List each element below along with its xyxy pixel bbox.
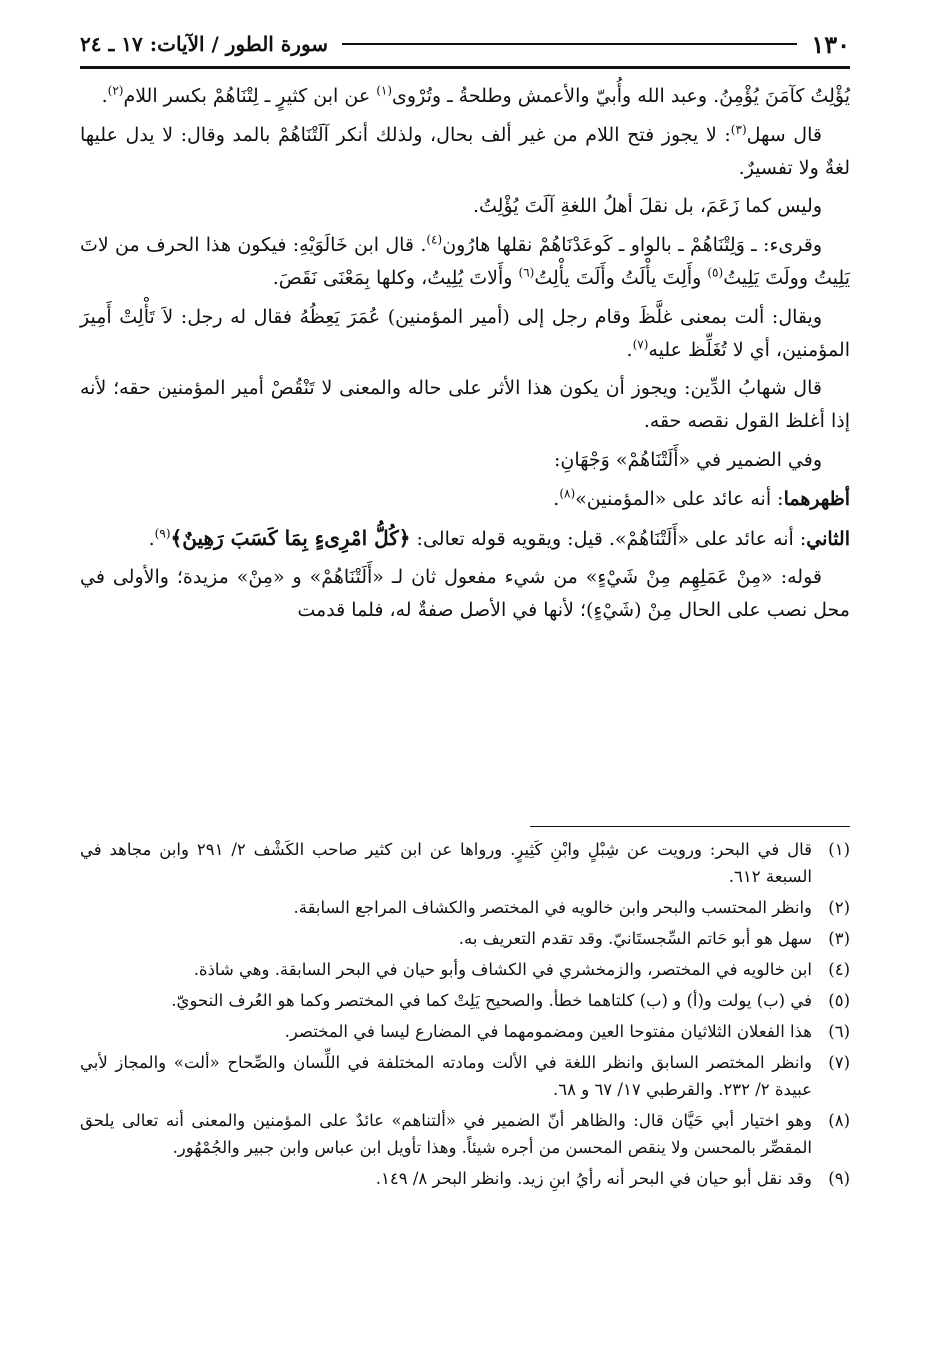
footnote-ref: (٧) (632, 337, 649, 352)
term-label: أظهرهما (783, 487, 850, 510)
footnote-ref: (١) (376, 83, 393, 98)
text-span: : لا يجوز فتح اللام من غير ألف بحال، ولذلك أنكر آلَتْنَاهُمْ بالمد وقال: لا يدل عليها لغةٌ ولا تفسيرٌ. (80, 123, 850, 179)
footnote-item (80, 925, 850, 952)
footnote-item (80, 894, 850, 921)
footnote-number: (٥) (828, 991, 850, 1010)
text-span: : أنه عائد على «المؤمنين» (575, 487, 784, 510)
footnote-text: وانظر المحتسب والبحر وابن خالويه في المختصر والكشاف المراجع السابقة. (293, 898, 812, 917)
text-span: . قال ابن خَالَوَيْهِ: فيكون هذا الحرف من لاتَ يَلِيتُ وولَتَ يَلِيتُ (80, 234, 850, 289)
paragraph-8 (80, 483, 850, 516)
footnote-number: (٨) (828, 1111, 850, 1130)
footnote-number: (٢) (828, 898, 850, 917)
header-separator-line (342, 43, 797, 45)
text-span: . (626, 338, 633, 361)
text-span: يُؤْلِتُ كآمَنَ يُؤْمِنُ. وعبد الله وأُبيّ والأعمش وطلحةُ ـ وتُرْوى (392, 85, 850, 107)
footnote-ref: (٩) (154, 526, 171, 541)
footnote-separator (530, 826, 850, 827)
footnote-text: ابن خالويه في المختصر، والزمخشري في الكشاف وأبو حيان في البحر السابقة. وهي شاذة. (193, 960, 812, 979)
footnote-item (80, 956, 850, 983)
footnote-ref: (٤) (426, 232, 443, 247)
footnote-text: قال في البحر: ورويت عن شِبْلٍ وابْنِ كَثِيرٍ. ورواها عن ابن كثير صاحب الكَشْف ٢/ ٢٩١ وابن مجاهد في السبعة ٦١٢. (80, 840, 812, 886)
paragraph-3: وليس كما زَعَمَ، بل نقلَ أهلُ اللغةِ آلَتَ يُؤْلِتُ. (472, 195, 822, 218)
text-span: . (553, 487, 560, 510)
text-span: وأَلِتَ يأْلَتُ وأَلَتَ يأْلِتُ (534, 266, 708, 289)
footnote-item (80, 1165, 850, 1192)
footnote-ref: (٣) (730, 122, 747, 137)
term-label: الثاني (806, 527, 850, 550)
footnote-number: (٣) (828, 929, 850, 948)
paragraph-2 (80, 119, 850, 185)
paragraph-5 (80, 301, 850, 367)
footnote-text: هذا الفعلان الثلاثيان مفتوحا العين ومضمومهما في المضارع ليسا في المختصر. (284, 1022, 812, 1041)
text-span: قال سهل (746, 123, 822, 146)
footnote-number: (٦) (828, 1022, 850, 1041)
paragraph-10: قوله: «مِنْ عَمَلِهِم مِنْ شَيْءٍ» من شيء مفعول ثان لـ «أَلَتْنَاهُمْ» و «مِنْ» مزيدة؛ والأولى في محل نصب على الحال مِنْ (شَيْءٍ)؛ لأنها في الأصل صفةٌ له، فلما قدمت (80, 566, 850, 622)
footnote-item (80, 1107, 850, 1161)
main-text (80, 80, 850, 633)
text-span: : أنه عائد على «أَلَتْنَاهُمْ». قيل: ويقويه قوله تعالى: (410, 527, 807, 550)
footnotes (80, 836, 850, 1196)
footnote-text: في (ب) يولت و(أ) و (ب) كلتاهما خطأ. والصحيح يَلِتْ كما في المختصر وكما هو العُرف النحويّ. (171, 991, 812, 1010)
footnote-text: وقد نقل أبو حيان في البحر أنه رأيُ ابنِ زيد. وانظر البحر ٨/ ١٤٩. (375, 1169, 812, 1188)
footnote-ref: (٥) (707, 265, 724, 280)
footnote-number: (١) (828, 840, 850, 859)
page-number: ١٣٠ (811, 29, 850, 59)
quran-verse: ﴿كُلُّ امْرِىءٍ بِمَا كَسَبَ رَهِينٌ﴾ (170, 525, 411, 550)
footnote-text: وهو اختيار أبي حَيَّان قال: والظاهر أنّ الضمير في «ألتناهم» عائدٌ على المؤمنين والمعنى أنه تعالى يلحق المقصِّر بالمحسن ولا ينقص المحسن من أجره شيئاً. وهذا تأويل ابن عباس وابن جبير والجُمْهُور. (80, 1111, 812, 1157)
text-span: . (148, 527, 155, 550)
paragraph-4 (80, 229, 850, 295)
paragraph-7: وفي الضمير في «أَلَتْنَاهُمْ» وَجْهَانِ: (554, 448, 822, 471)
text-span: وقرىء: ـ وَلِتْنَاهُمْ ـ بالواو ـ كَوعَدْنَاهُمْ نقلها هارُون (442, 234, 822, 257)
paragraph-9 (80, 522, 850, 556)
text-span: ويقال: ألت بمعنى غلَّظَ وقام رجل إلى (أمير المؤمنين) عُمَرَ يَعِظُهُ فقال له رجل: لاَ تَأْلِتْ أَمِيرَ المؤمنين، أي لا تُغَلِّظ عليه (80, 305, 850, 361)
footnote-text: وانظر المختصر السابق وانظر اللغة في الألت ومادته المختلفة في اللِّسان والصِّحاح «ألت» والمجاز لأبي عبيدة ٢/ ٢٣٢. والقرطبي ١٧/ ٦٧ و ٦٨. (80, 1053, 812, 1099)
text-span: وأَلاتَ يُلِيتُ، وكلها بِمَعْنَى نَقَصَ. (272, 266, 519, 289)
footnote-number: (٩) (828, 1169, 850, 1188)
footnote-text: سهل هو أبو حَاتم السِّجستَانيّ. وقد تقدم التعريف به. (458, 929, 812, 948)
header-rule (80, 66, 850, 69)
footnote-number: (٧) (828, 1053, 850, 1072)
footnote-item (80, 987, 850, 1014)
footnote-ref: (٨) (559, 486, 576, 501)
footnote-item (80, 836, 850, 890)
text-span: . (101, 85, 108, 107)
paragraph-1 (80, 80, 850, 113)
footnote-ref: (٢) (107, 83, 124, 98)
running-header (80, 26, 850, 62)
footnote-item (80, 1018, 850, 1045)
text-span: عن ابن كثيرٍ ـ لِتْنَاهُمْ بكسر اللام (123, 85, 377, 107)
paragraph-6: قال شهابُ الدِّين: ويجوز أن يكون هذا الأثر على حاله والمعنى لا تَنْقُصْ أمير المؤمنين حقه؛ لأنه إذا أغلظ القول نقصه حقه. (80, 377, 850, 433)
footnote-ref: (٦) (518, 265, 535, 280)
footnote-item (80, 1049, 850, 1103)
footnote-number: (٤) (828, 960, 850, 979)
header-title: سورة الطور / الآيات: ١٧ ـ ٢٤ (80, 32, 329, 56)
